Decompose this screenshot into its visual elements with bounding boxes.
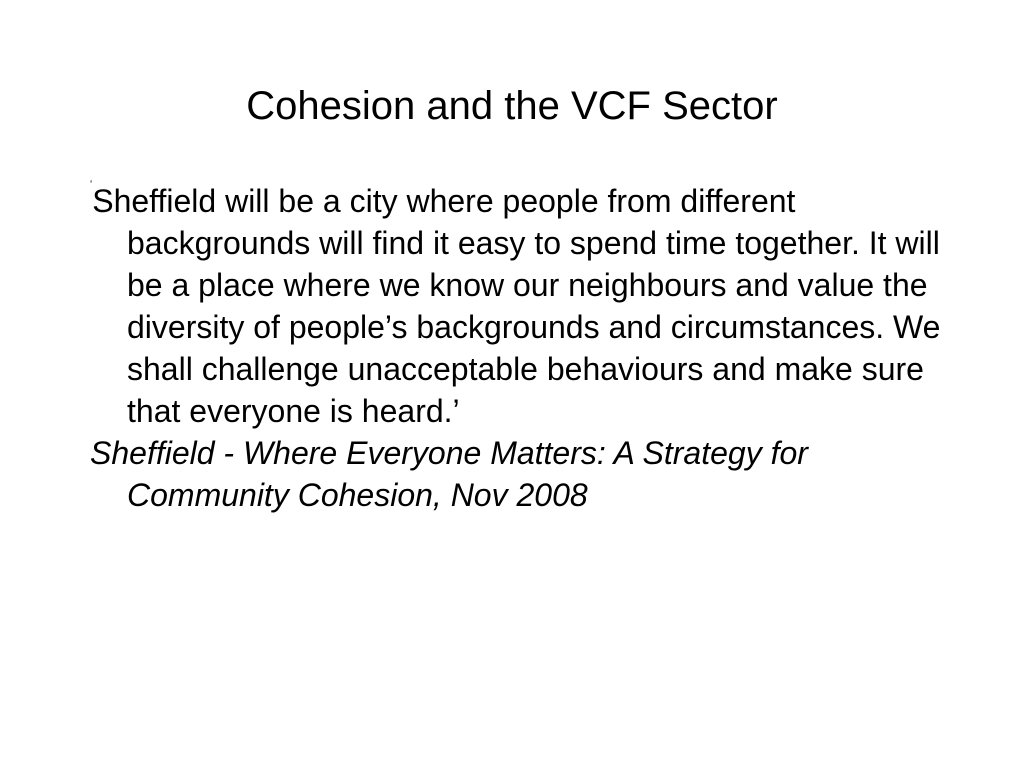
slide-title: Cohesion and the VCF Sector	[246, 84, 778, 128]
opening-quote-mark: ‘	[90, 179, 93, 190]
quote-text: Sheffield will be a city where people from different backgrounds will find it easy to spend time together. It will be a place where we know our neighbours and value the diversity of people’s backgrounds and circumstances. We shall challenge unacceptable behaviours and make sure that everyone is heard.’	[92, 183, 941, 429]
quote-citation: Sheffield - Where Everyone Matters: A Strategy for Community Cohesion, Nov 2008	[90, 435, 808, 513]
quote-paragraph	[90, 180, 950, 432]
slide-body	[90, 180, 950, 516]
